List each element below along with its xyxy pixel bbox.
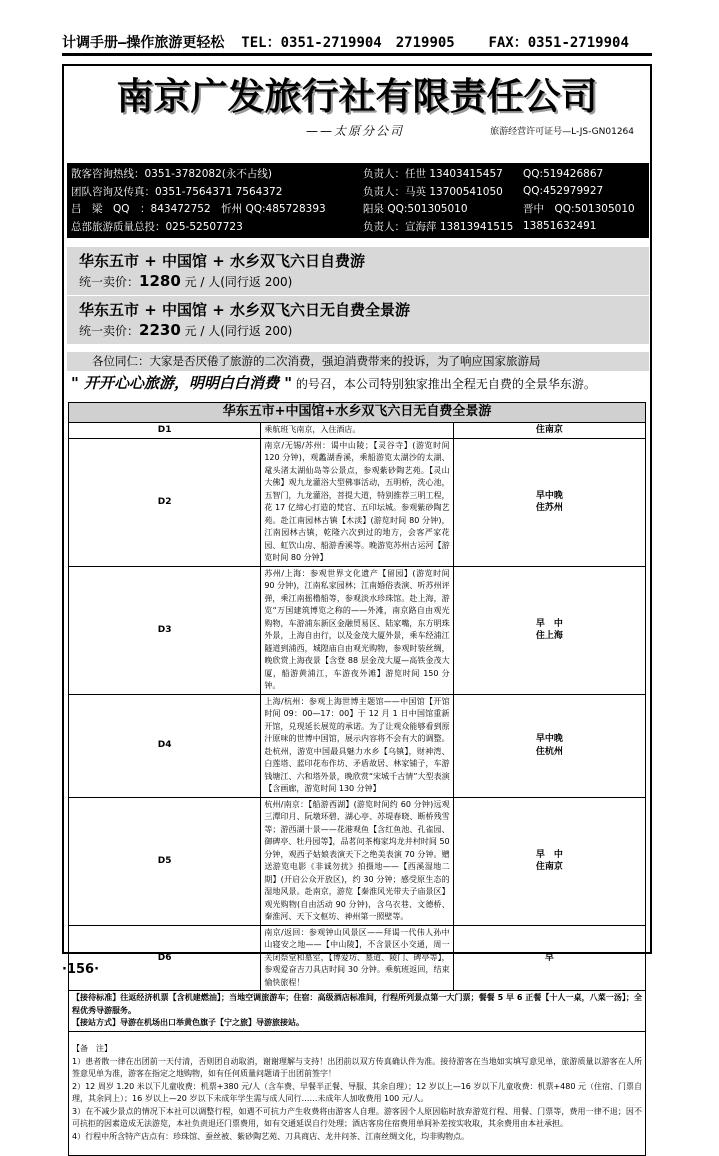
day-description: 苏州/上海：参观世界文化遗产【留园】(游览时间 90 分钟)，江南私家园林；江南婚俗表演、听苏州评弹，乘江南摇橹船等，参观淡水珍珠馆。赴上海，游览“万国建筑博览之称的——外滩，南京路自由观光购物，车游浦东新区金融贸易区、陆家嘴，东方明珠外景，上海自由行，以及金茂大厦外景，乘车经浦江隧道到浦西，城隍庙自由观光购物，参观时装丝绸，晚欣赏上海夜景【含登 88 层金茂大厦—高铁金茂大厦，船游黄浦江，车游夜外滩】游览时间 150 分钟。: [261, 566, 453, 694]
day-description: 乘航班飞南京，入住酒店。: [261, 423, 453, 439]
contact-cell: QQ:452979927: [523, 185, 604, 198]
contact-cell: 晋中 QQ:501305010: [523, 203, 635, 216]
day-label: D1: [69, 423, 261, 439]
page-number: ·156·: [62, 962, 100, 977]
price-value: 2230: [139, 321, 181, 339]
day-description: 杭州/南京：【船游西湖】(游览时间约 60 分钟)远观三潭印月、阮墩环碧、湖心亭、苏堤春晓、断桥残雪等；游西湖十景——花港观鱼【含红鱼池、孔雀园、御碑亭、牡丹园等】，品茗问茶梅家坞龙井村时间 50 分钟，观西子姑娘表演天下之绝美表演 70 分钟。赠送游览电影《非诚勿扰》拍摄地——【西溪湿地二期】(开启公众开放区)，约 30 分钟；感受原生态的湿地风景。赴南京，游览【秦淮风光带夫子庙景区】观光购物(自由活动 90 分钟)，含乌衣巷、文德桥、秦淮河、天下文枢坊、神州第一照壁等。: [261, 797, 453, 925]
service-standards: 【接待标准】往返经济机票【含机建燃油】；当地空调旅游车；住宿：高级酒店标准间，行程所列景点第一大门票；餐餐 5 早 6 正餐【十人一桌，八菜一汤】；全程优秀导游服务。 【接站方式】导游在机场出口举黄色旗子【宁之旅】导游旅接站。: [69, 991, 646, 1032]
table-row: [69, 423, 646, 439]
header-tagline: 计调手册—操作旅游更轻松: [62, 35, 225, 51]
contact-cell: QQ:519426867: [523, 167, 604, 180]
company-name: 南京广发旅行社有限责任公司: [116, 74, 598, 118]
day-description: 上海/杭州：参观上海世博主题馆——中国馆【开馆时间 09：00—17：00】于 12 月 1 日中国馆重新开馆，兑现延长展览的承诺。为了让观众能够看到原汁原味的世博中国馆，展示内容将不会有大的调整。赴杭州，游览中国最具魅力水乡【乌镇】，财神湾、白莲塔、蓝印花布作坊、矛盾故居、林家铺子，车游钱塘江、六和塔外景，晚欣赏“宋城千古情”大型表演【含画廊，游览时间 130 分钟】: [261, 694, 453, 797]
price-label: 统一卖价：: [79, 324, 140, 338]
table-row: [69, 797, 646, 925]
slogan: " 开开心心旅游，明明白白消费 ": [71, 374, 293, 392]
day-stay: 早 中 住南京: [453, 797, 645, 925]
notice-line: [67, 371, 649, 396]
contact-cell: 负责人：任世 13403415457: [363, 168, 503, 181]
offer-box: [67, 247, 649, 295]
price-label: 统一卖价：: [79, 275, 140, 289]
itinerary-title: 华东五市+中国馆+水乡双飞六日无自费全景游: [69, 403, 646, 423]
day-stay: 住南京: [453, 423, 645, 439]
notice-line: 各位同仁：大家是否厌倦了旅游的二次消费，强迫消费带来的投诉，为了响应国家旅游局: [67, 352, 649, 371]
table-row: [69, 1031, 646, 1155]
price-value: 1280: [139, 272, 181, 290]
day-label: D4: [69, 694, 261, 797]
price-unit: 元 / 人(同行返 200): [180, 275, 293, 289]
day-label: D6: [69, 925, 261, 991]
contact-block: [67, 163, 649, 238]
table-row: [69, 991, 646, 1032]
price-unit: 元 / 人(同行返 200): [180, 324, 293, 338]
day-label: D2: [69, 438, 261, 566]
contact-row: [71, 165, 645, 183]
contact-row: [71, 183, 645, 201]
header-bar: [62, 34, 652, 56]
table-row: [69, 438, 646, 566]
day-label: D5: [69, 797, 261, 925]
table-row: [69, 925, 646, 991]
day-label: D3: [69, 566, 261, 694]
contact-row: [71, 200, 645, 218]
day-description: 南京/无锡/苏州：谒中山陵；【灵谷寺】(游览时间 120 分钟)，观蠡湖香溪，乘船游览太湖沙的太湖、鼋头渚太湖仙岛等公景点，参观紫砂陶艺苑。【灵山大佛】观九龙灌浴大型佛事活动，五明桥，洗心池，五智门，九龙灌浴，菩提大道，特别推荐三明工程，花 17 亿缔心打造的梵宫、五印坛城。参观紫砂陶艺苑。赴江南园林古镇【木渎】(游览时间 80 分钟)，江南园林古镇，乾隆六次到过的地方，会客严家花园、虹饮山房、船游香溪等。晚游览苏州古运河【游览时间 80 分钟】: [261, 438, 453, 566]
header-tel: TEL：0351-2719904 2719905: [241, 35, 455, 51]
header-fax: FAX：0351-2719904: [488, 35, 629, 51]
offer-price-line: [79, 271, 637, 292]
offer-title: 华东五市 + 中国馆 + 水乡双飞六日无自费全景游: [79, 301, 411, 319]
contact-cell: 团队咨询及传真：0351-7564371 7564372: [71, 185, 283, 198]
contact-cell: 负责人：宣海萍 13813941515: [363, 220, 514, 233]
day-stay: 早中晚 住杭州: [453, 694, 645, 797]
contact-cell: 阳泉 QQ:501305010: [363, 203, 468, 216]
day-stay: 早中晚 住苏州: [453, 438, 645, 566]
offer-price-line: [79, 320, 637, 341]
day-stay: 早: [453, 925, 645, 991]
contact-cell: 总部旅游质量总投：025-52507723: [71, 220, 243, 233]
notice-block: [67, 352, 649, 400]
contact-cell: 吕 梁 QQ ：843472752 忻州 QQ:485728393: [71, 203, 326, 216]
contact-cell: 负责人：马英 13700541050: [363, 185, 503, 198]
notice-rest: 的号召，本公司特别独家推出全程无自费的全景华东游。: [292, 377, 596, 391]
table-row: [69, 694, 646, 797]
title-block: [76, 72, 638, 144]
itinerary-table: [68, 402, 646, 1156]
table-row: [69, 566, 646, 694]
license-number: 旅游经营许可证号—L-JS-GN01264: [490, 127, 634, 137]
contact-cell: 散客咨询热线：0351-3782082(永不占线): [71, 168, 272, 181]
offer-title: 华东五市 + 中国馆 + 水乡双飞六日自费游: [79, 252, 366, 270]
company-branch: ——太原分公司: [306, 124, 405, 138]
offer-box: [67, 296, 649, 344]
day-description: 南京/返回：参观钟山风景区——拜谒一代伟人孙中山寝安之地——【中山陵】，不含景区小交通，周一关闭祭堂和墓室，【博爱坊、墓道、陵门、碑亭等】，参观爱奋吉刀具店时间 30 分钟。乘航班返回，结束愉快旅程！: [261, 925, 453, 991]
remarks: 【备 注】 1）患者散一律在出团前一天付清，否则团自动取消，谢谢理解与支持！出团前以双方传真确认件为准。接待游客在当地如实填写意见单，旅游质量以游客在人所签意见单为准，游客在指定之地购物，如有任何质量问题请于出团前签字！ 2）12 周岁 1.20 米以下儿童收费：机票+380 元/人（含车费、早餐半正餐、导服、其余自理）；12 岁以上—16 岁以下儿童收费：机票+480 元（住宿、门票自理，其余同上）；16 岁以上—20 岁以下未成年学生需与成人同行……未成年人加收费用 100 元/人。 3）在不减少景点的情况下本社可以调整行程，如遇不可抗力产生收费将由游客人自理。游客因个人原因临时放弃游览行程、用餐、门票等，费用一律不退；因不可抗拒的因素造成无法游览，本社负责退还门票费用，如有交通延误自行处理；酒店客房住宿费用单间补差按实收取，其余费用由本社承担。 4）行程中所含特产店点有：珍珠馆、蚕丝被、紫砂陶艺苑、刀具商店、龙井问茶、江南丝绸文化，均非购物点。: [69, 1031, 646, 1155]
contact-cell: 13851632491: [523, 220, 597, 233]
contact-row: [71, 218, 645, 236]
day-stay: 早 中 住上海: [453, 566, 645, 694]
